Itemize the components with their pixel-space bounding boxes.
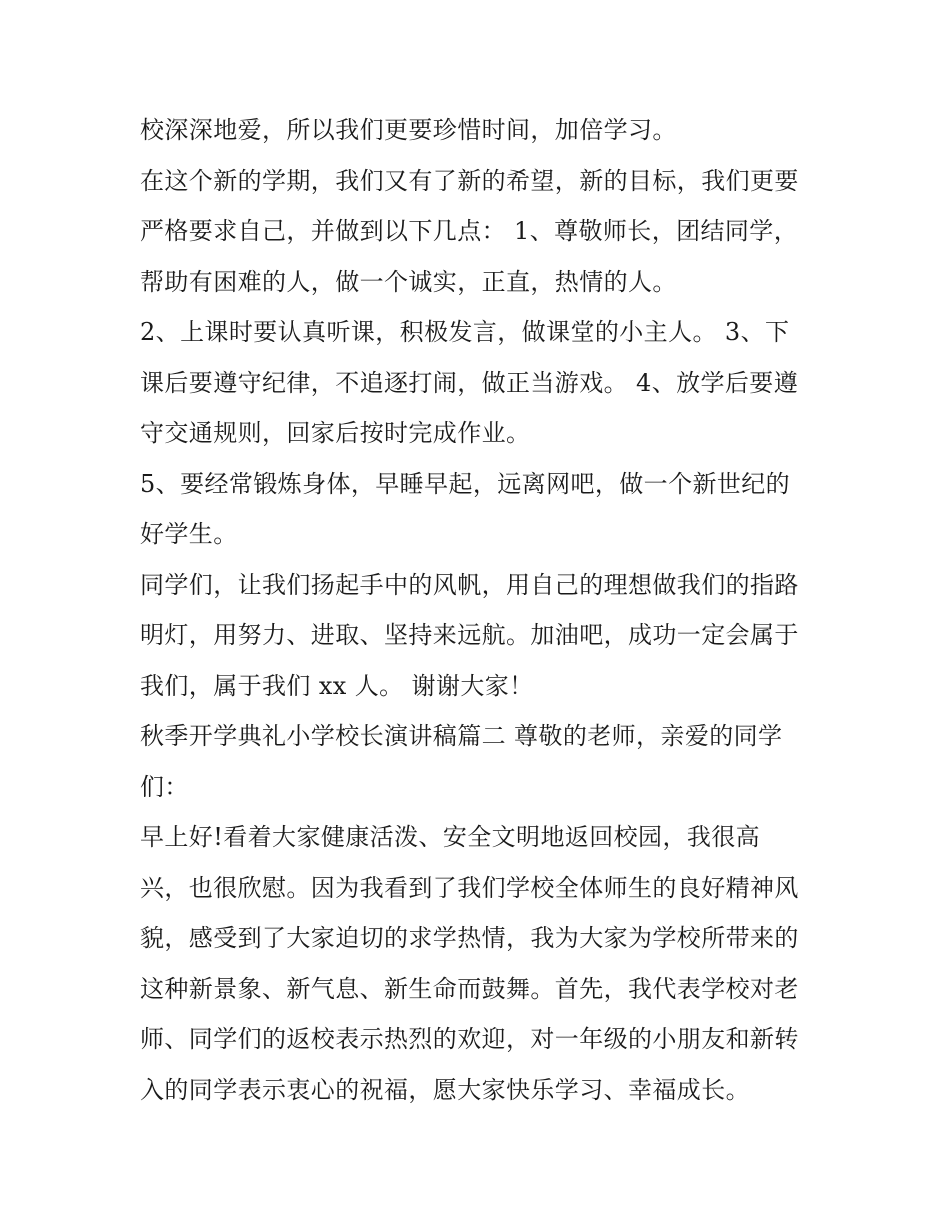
- document-body: [140, 105, 820, 1115]
- text-line: 明灯，用努力、进取、坚持来远航。加油吧，成功一定会属于: [140, 621, 799, 649]
- text-line: 我们，属于我们 xx 人。 谢谢大家！: [140, 671, 534, 700]
- text-line: 严格要求自己，并做到以下几点： 1、尊敬师长，团结同学，: [140, 217, 799, 245]
- text-line: 师、同学们的返校表示热烈的欢迎，对一年级的小朋友和新转: [140, 1025, 799, 1053]
- text-line: 帮助有困难的人，做一个诚实，正直，热情的人。: [140, 267, 677, 296]
- text-line: 守交通规则，回家后按时完成作业。: [140, 419, 531, 447]
- text-line: 课后要遵守纪律，不追逐打闹，做正当游戏。 4、放学后要遵: [140, 368, 799, 397]
- text-line: 早上好!看着大家健康活泼、安全文明地返回校园，我很高: [140, 823, 761, 851]
- section-heading-line: 秋季开学典礼小学校长演讲稿篇二 尊敬的老师，亲爱的同学: [140, 722, 783, 750]
- text-line: 貌，感受到了大家迫切的求学热情，我为大家为学校所带来的: [140, 924, 799, 952]
- text-line: 入的同学表示衷心的祝福，愿大家快乐学习、幸福成长。: [140, 1075, 750, 1104]
- text-line: 校深深地爱，所以我们更要珍惜时间，加倍学习。: [140, 116, 677, 144]
- text-line: 同学们，让我们扬起手中的风帆，用自己的理想做我们的指路: [140, 570, 799, 599]
- text-line: 们：: [140, 772, 189, 801]
- text-line: 2、上课时要认真听课，积极发言，做课堂的小主人。 3、下: [140, 318, 790, 346]
- text-line: 这种新景象、新气息、新生命而鼓舞。首先，我代表学校对老: [140, 974, 799, 1003]
- text-line: 好学生。: [140, 520, 238, 548]
- text-line: 5、要经常锻炼身体，早睡早起，远离网吧，做一个新世纪的: [140, 469, 791, 498]
- text-line: 兴，也很欣慰。因为我看到了我们学校全体师生的良好精神风: [140, 873, 799, 902]
- text-line: 在这个新的学期，我们又有了新的希望，新的目标，我们更要: [140, 166, 799, 195]
